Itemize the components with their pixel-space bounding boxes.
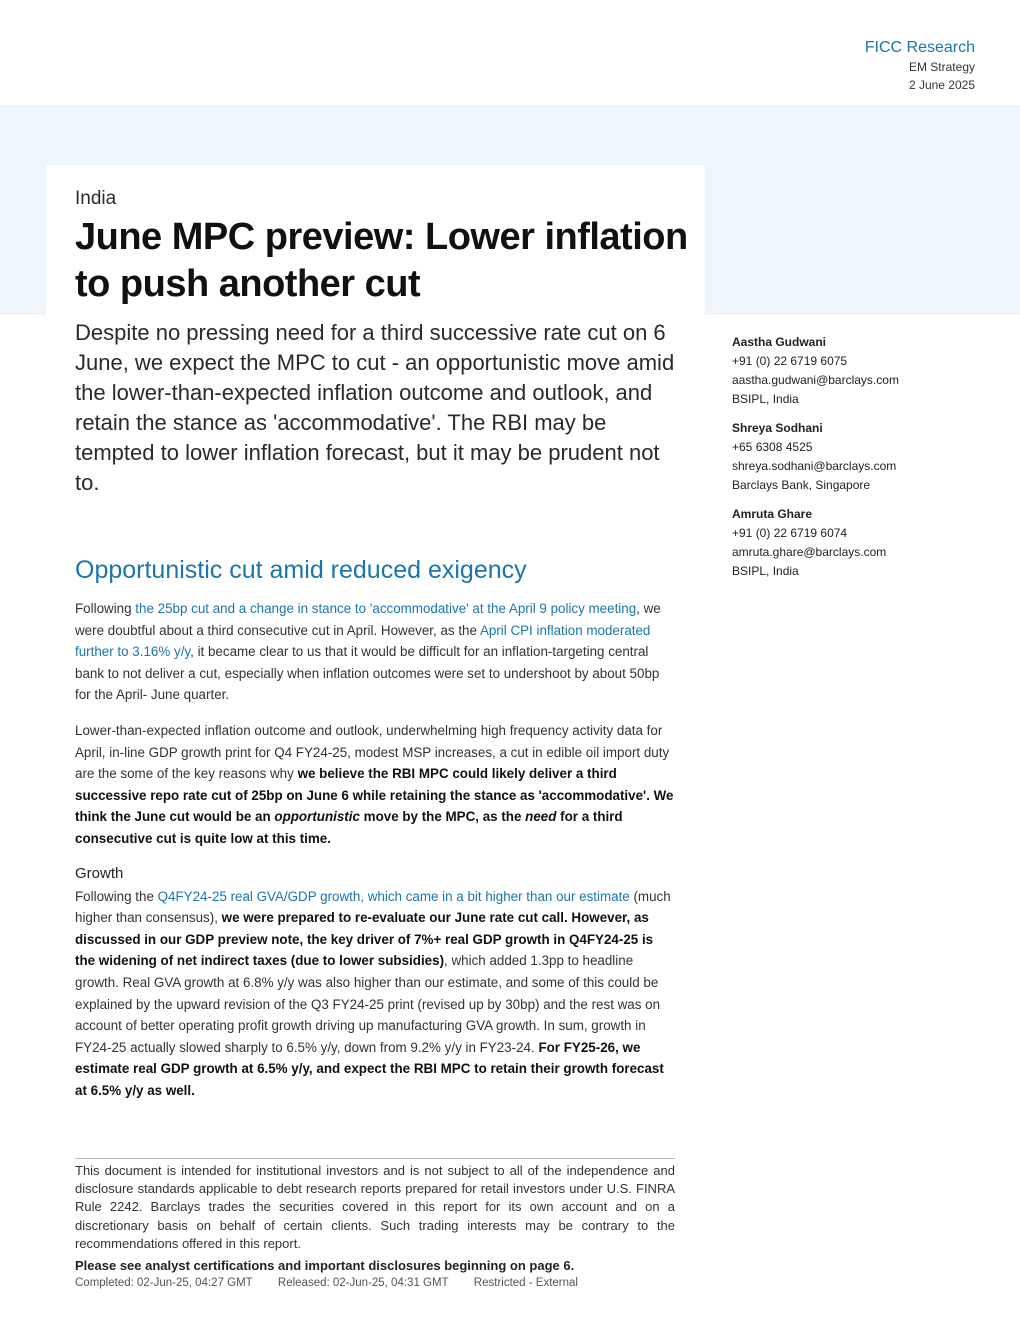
main-content [75, 553, 676, 1115]
text: Following [75, 601, 136, 616]
bold-text: for a third consecutive cut is quite low at this time. [75, 809, 623, 846]
author-entity: BSIPL, India [732, 392, 799, 406]
bold-italic-text: need [525, 809, 557, 825]
author-name: Shreya Sodhani [732, 421, 823, 435]
gdp-growth-link[interactable]: Q4FY24-25 real GVA/GDP growth, which came in a bit higher than our estimate [157, 888, 630, 904]
text: , which added 1.3pp to headline growth. Real GVA growth at 6.8% y/y was also higher than our estimate, and some of this could be explained by the upward revision of the Q3 FY24-25 print (revised up by 30bp) and the rest was on account of better operating profit growth driving up manufacturing GVA growth. In sum, growth in FY24-25 actually slowed sharply to 6.5% y/y, down from 9.2% y/y in FY23-24. [75, 953, 661, 1055]
report-date: 2 June 2025 [908, 78, 975, 92]
author-phone: +91 (0) 22 6719 6075 [732, 354, 848, 368]
report-header [865, 38, 975, 94]
author-name: Aastha Gudwani [732, 335, 827, 349]
author-email[interactable]: aastha.gudwani@barclays.com [732, 373, 899, 387]
classification-label: Restricted - External [473, 1277, 578, 1289]
text: (much higher than consensus), [75, 888, 671, 926]
text: Following the [75, 888, 158, 904]
disclaimer: This document is intended for institutional investors and is not subject to all of the independence and disclosure standards applicable to debt research reports prepared for retail investors under U.S. FINRA Rule 2242. Barclays trades the securities covered in this report for its own account and on a discretionary basis on behalf of certain clients. Such trading interests may be contrary to the recommendations offered in this report. [75, 1158, 675, 1253]
text: , it became clear to us that it would be difficult for an inflation-targeting central bank to not deliver a cut, especially when inflation outcomes were set to undershoot by about 50bp for the April- June quarter. [75, 644, 660, 703]
released-timestamp: Released: 02-Jun-25, 04:31 GMT [277, 1277, 449, 1289]
footer-meta [75, 1277, 600, 1289]
page-title: June MPC preview: Lower inflation to push another cut [75, 216, 688, 305]
author-card [732, 505, 972, 581]
subsection-heading: Growth [75, 864, 124, 882]
paragraph [75, 886, 676, 1102]
gdp-preview-note-link[interactable]: GDP preview note [185, 931, 300, 947]
bold-text: we were prepared to re-evaluate our June rate cut call. However, as discussed in our [75, 910, 649, 947]
bold-text: we believe the RBI MPC could likely deliver a third successive repo rate cut of 25bp on June 6 while retaining the stance as 'accommodative'. We think the June cut would be an [75, 766, 674, 825]
bold-italic-text: opportunistic [274, 809, 360, 825]
policy-meeting-link[interactable]: the 25bp cut and a change in stance to 'accommodative' at the April 9 policy meeting [135, 601, 637, 616]
bold-text: move by the MPC, as the [359, 809, 526, 825]
text: Lower-than-expected inflation outcome and outlook, underwhelming high frequency activity data for April, in-line GDP growth print for Q4 FY24-25, modest MSP increases, a cut in edible oil import duty are the some of the key reasons why [75, 722, 670, 782]
author-phone: +65 6308 4525 [732, 440, 813, 454]
author-card [732, 333, 972, 409]
completed-timestamp: Completed: 02-Jun-25, 04:27 GMT [75, 1277, 253, 1289]
author-list [732, 333, 972, 591]
bold-text: , the key driver of 7%+ real GDP growth in Q4FY24-25 is the widening of net indirect taxes (due to lower subsidies) [75, 931, 654, 969]
paragraph [75, 720, 676, 850]
text: , we were doubtful about a third consecutive cut in April. However, as the [75, 601, 661, 638]
disclosure-note: Please see analyst certifications and important disclosures beginning on page 6. [75, 1258, 575, 1273]
author-email[interactable]: shreya.sodhani@barclays.com [732, 459, 897, 473]
bold-text: For FY25-26, we estimate real GDP growth at 6.5% y/y, and expect the RBI MPC to retain their growth forecast at 6.5% y/y as well. [75, 1039, 664, 1098]
author-entity: BSIPL, India [732, 564, 799, 578]
author-phone: +91 (0) 22 6719 6074 [732, 526, 848, 540]
paragraph [75, 598, 676, 706]
division-label: EM Strategy [908, 60, 975, 74]
brand-label: FICC Research [864, 39, 975, 56]
author-name: Amruta Ghare [732, 507, 813, 521]
author-email[interactable]: amruta.ghare@barclays.com [732, 545, 887, 559]
summary: Despite no pressing need for a third successive rate cut on 6 June, we expect the MPC to cut - an opportunistic move amid the lower-than-expected inflation outcome and outlook, and retain the stance as 'accommodative'. The RBI may be tempted to lower inflation forecast, but it may be prudent not to. [75, 320, 675, 495]
country-label: India [75, 188, 117, 209]
section-heading: Opportunistic cut amid reduced exigency [75, 556, 527, 584]
author-entity: Barclays Bank, Singapore [732, 478, 871, 492]
author-card [732, 419, 972, 495]
cpi-inflation-link[interactable]: April CPI inflation moderated further to 3.16% y/y [75, 622, 651, 660]
